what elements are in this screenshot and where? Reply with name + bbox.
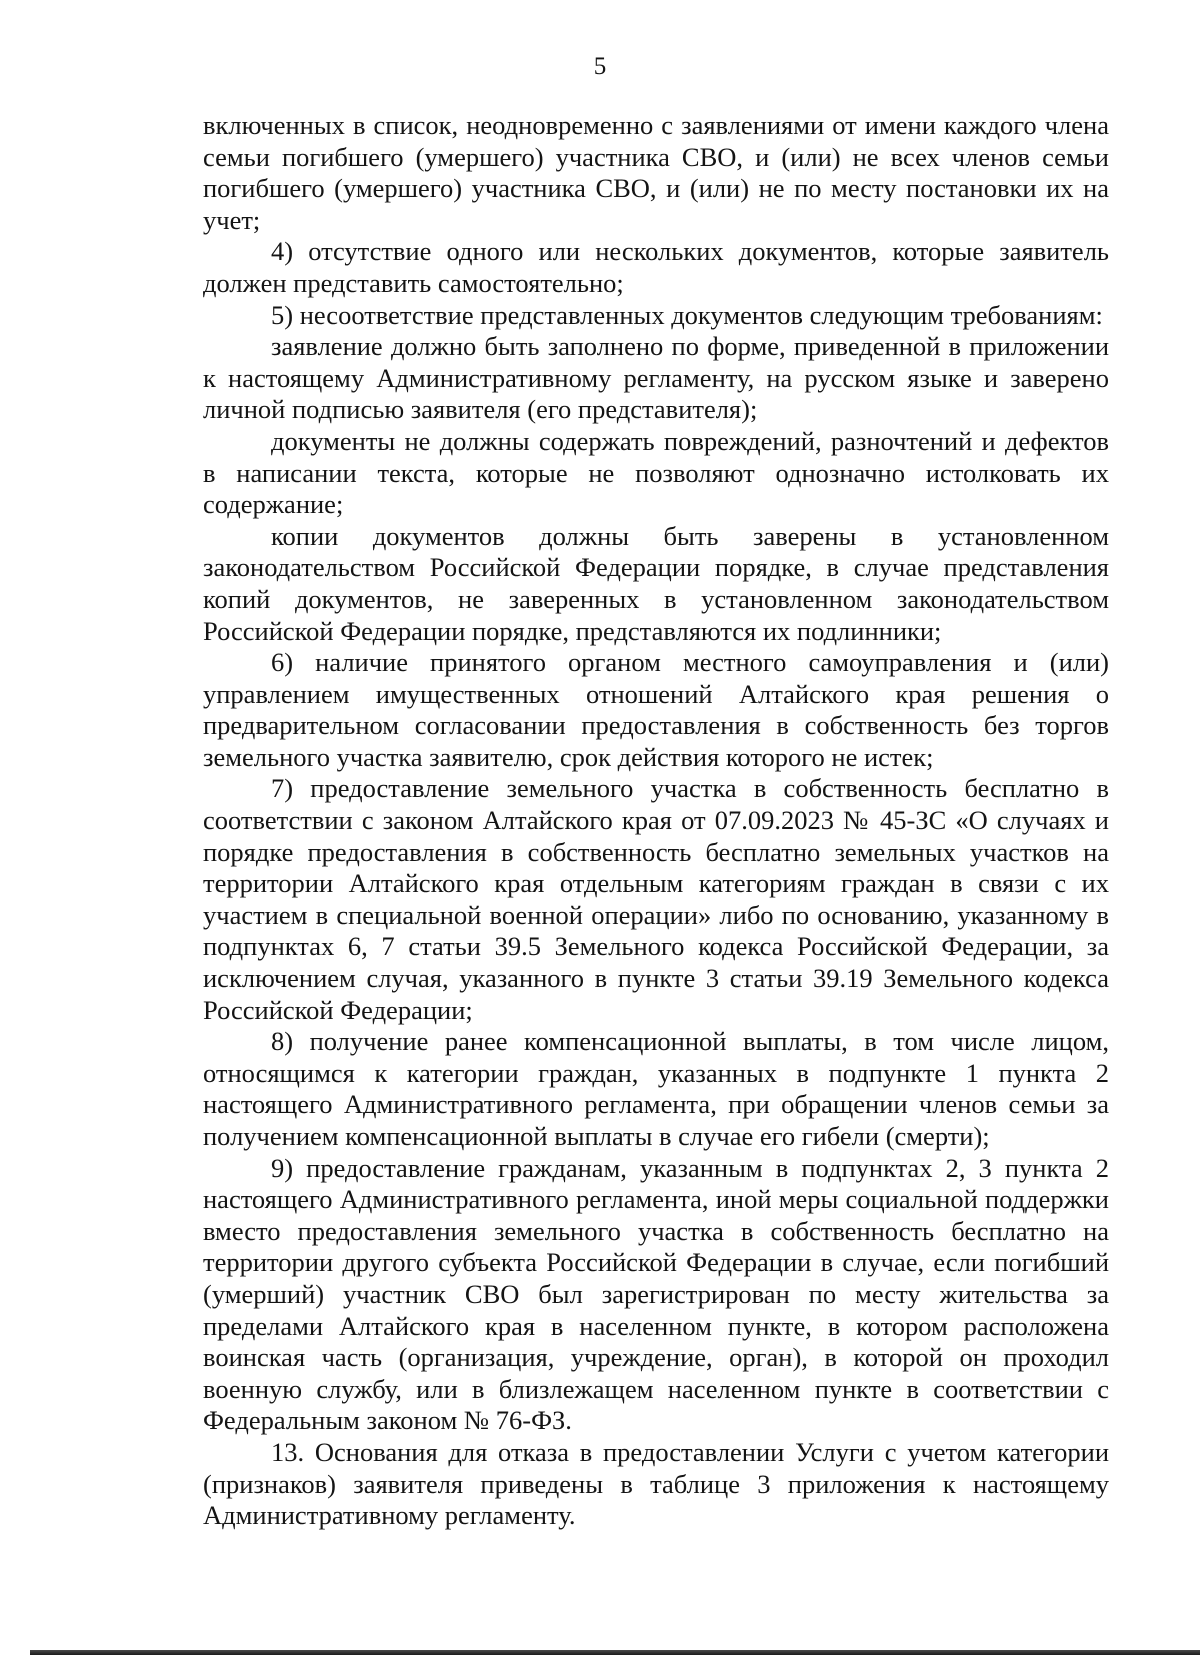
list-item-5: 5) несоответствие представленных документов следующим требованиям:: [271, 299, 1103, 330]
scan-bottom-edge: [30, 1650, 1200, 1655]
list-item-4: 4) отсутствие одного или нескольких документов, которые заявитель должен представить самостоятельно;: [203, 236, 1109, 298]
page-number: 5: [593, 53, 607, 80]
list-item-9: 9) предоставление гражданам, указанным в подпунктах 2, 3 пункта 2 настоящего Административного регламента, иной меры социальной поддержки вместо предоставления земельного участка в собственность бесплатно на территории другого субъекта Российской Федерации в случае, если погибший (умерший) участник СВО был зарегистрирован по месту жительства за пределами Алтайского края в населенном пункте, в котором расположена воинская часть (организация, учреждение, орган), в которой он проходил военную службу, или в близлежащем населенном пункте в соответствии с Федеральным законом № 76-ФЗ.: [203, 1152, 1109, 1436]
requirement-certified-copies: копии документов должны быть заверены в установленном законодательством Российской Федерации порядке, в случае представления копий документов, не заверенных в установленном законодательством Российской Федерации порядке, представляются их подлинники;: [203, 520, 1109, 646]
requirement-no-damage: документы не должны содержать повреждений, разночтений и дефектов в написании текста, которые не позволяют однозначно истолковать их содержание;: [203, 425, 1109, 520]
list-item-8: 8) получение ранее компенсационной выплаты, в том числе лицом, относящимся к категории граждан, указанных в подпункте 1 пункта 2 настоящего Административного регламента, при обращении членов семьи за получением компенсационной выплаты в случае его гибели (смерти);: [203, 1026, 1109, 1151]
list-item-6: 6) наличие принятого органом местного самоуправления и (или) управлением имущественных отношений Алтайского края решения о предварительном согласовании предоставления в собственность без торгов земельного участка заявителю, срок действия которого не истек;: [203, 647, 1109, 772]
list-item-7: 7) предоставление земельного участка в собственность бесплатно в соответствии с законом Алтайского края от 07.09.2023 № 45-ЗС «О случаях и порядке предоставления в собственность бесплатно земельных участков на территории Алтайского края отдельным категориям граждан в связи с их участием в специальной военной операции» либо по основанию, указанному в подпунктах 6, 7 статьи 39.5 Земельного кодекса Российской Федерации, за исключением случая, указанного в пункте 3 статьи 39.19 Земельного кодекса Российской Федерации;: [203, 773, 1109, 1025]
document-body: [203, 110, 1109, 1532]
requirement-application-form: заявление должно быть заполнено по форме, приведенной в приложении к настоящему Административному регламенту, на русском языке и заверено личной подписью заявителя (его представителя);: [203, 331, 1109, 425]
clause-13: 13. Основания для отказа в предоставлении Услуги с учетом категории (признаков) заявителя приведены в таблице 3 приложения к настоящему Административному регламенту.: [203, 1436, 1109, 1531]
paragraph-continuation: включенных в список, неодновременно с заявлениями от имени каждого члена семьи погибшего (умершего) участника СВО, и (или) не всех членов семьи погибшего (умершего) участника СВО, и (или) не по месту постановки их на учет;: [203, 110, 1109, 235]
